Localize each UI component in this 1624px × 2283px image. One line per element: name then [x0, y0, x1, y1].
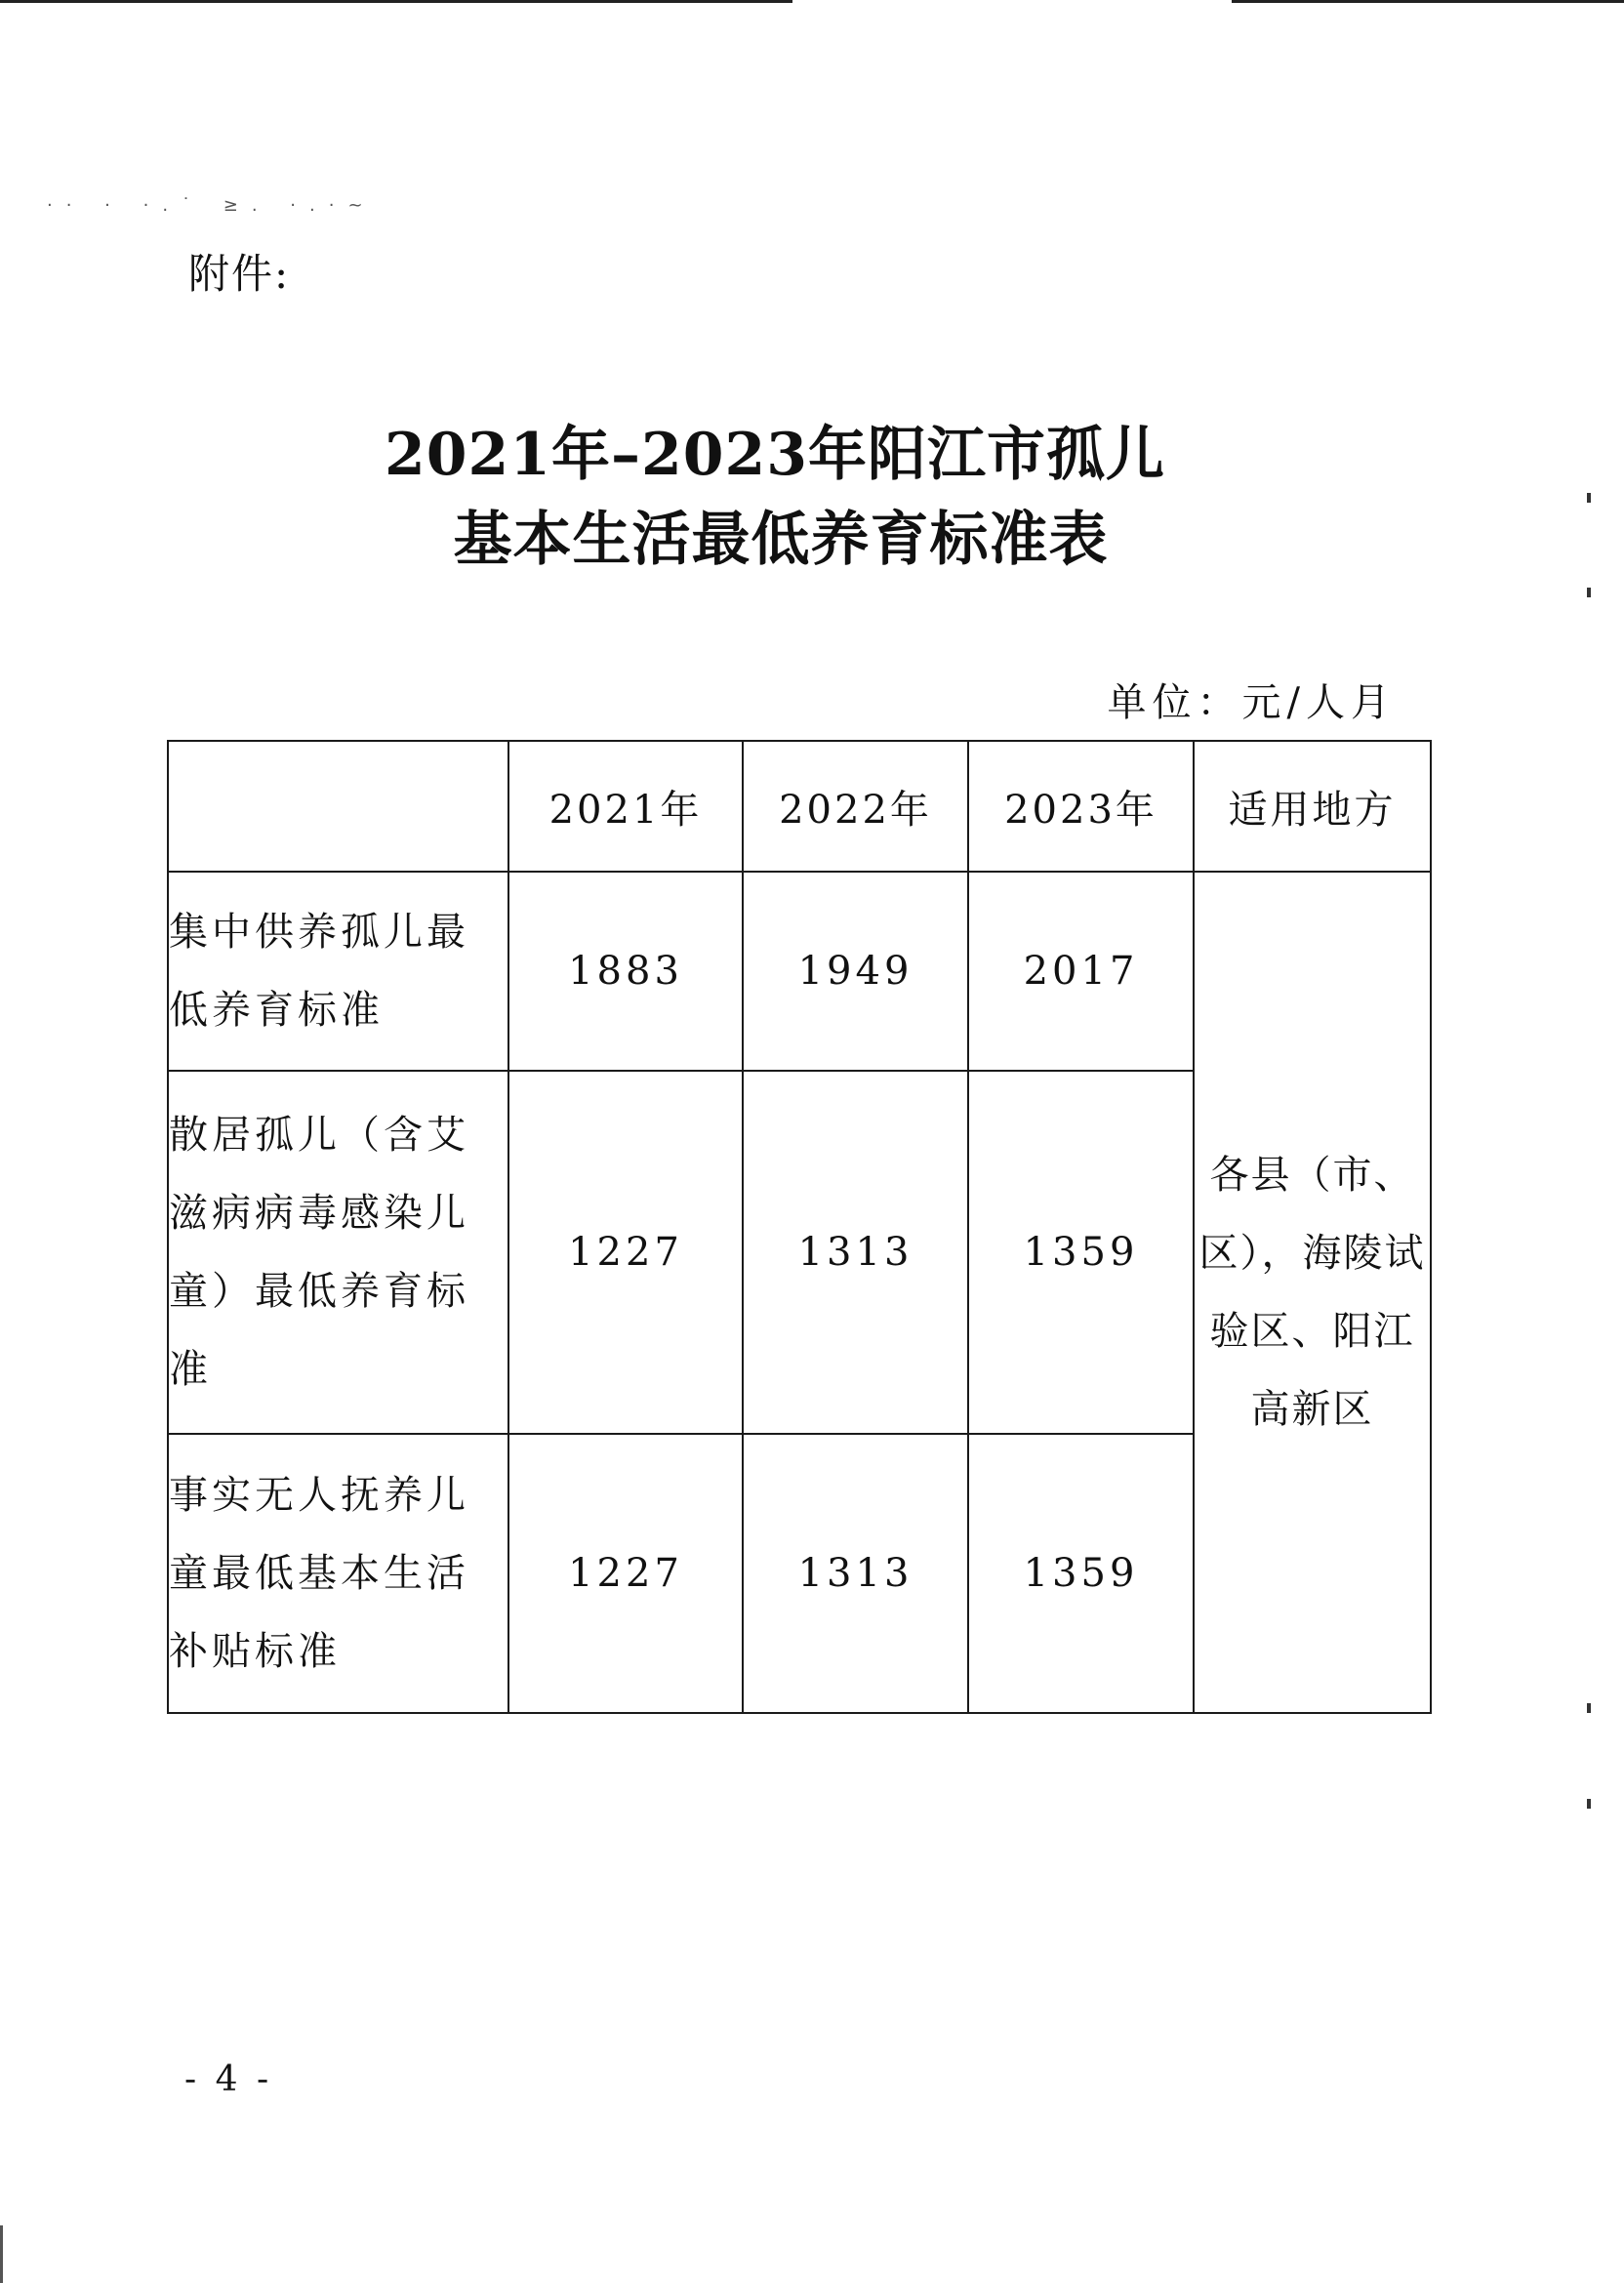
top-rule-right: [1232, 0, 1624, 3]
document-title-line-2: 基本生活最低养育标准表: [453, 506, 1109, 574]
applicable-area-cell: 各县（市、区），海陵试验区、阳江高新区: [1194, 872, 1431, 1713]
attachment-label: 附件:: [188, 250, 291, 298]
left-edge-mark: [0, 2225, 3, 2283]
row-label-scattered-orphans: 散居孤儿（含艾滋病病毒感染儿童）最低养育标准: [168, 1071, 508, 1434]
row-label-de-facto-unsupported-children: 事实无人抚养儿童最低基本生活补贴标准: [168, 1434, 508, 1713]
header-applicable-area: 适用地方: [1194, 741, 1431, 872]
value-2023: 2017: [968, 872, 1194, 1071]
unit-label: 单位：元/人月: [1107, 680, 1396, 725]
value-2022: 1313: [743, 1434, 968, 1713]
value-2021: 1227: [508, 1071, 743, 1434]
value-2022: 1949: [743, 872, 968, 1071]
value-2023: 1359: [968, 1434, 1194, 1713]
value-2022: 1313: [743, 1071, 968, 1434]
header-empty-cell: [168, 741, 508, 872]
margin-mark: [1587, 1703, 1591, 1713]
header-2022: 2022年: [743, 741, 968, 872]
page-number: - 4 -: [184, 2059, 273, 2100]
table-row: [168, 872, 1431, 1071]
header-2023: 2023年: [968, 741, 1194, 872]
value-2021: 1883: [508, 872, 743, 1071]
margin-mark: [1587, 1799, 1591, 1809]
margin-mark: [1587, 493, 1591, 503]
standards-table: [167, 740, 1432, 1714]
header-2021: 2021年: [508, 741, 743, 872]
top-rule-left: [0, 0, 792, 3]
value-2023: 1359: [968, 1071, 1194, 1434]
document-title-line-1: 2021年–2023年阳江市孤儿: [385, 421, 1165, 489]
value-2021: 1227: [508, 1434, 743, 1713]
scan-artifact-marks: ·· · ·.˙ ≥. ·.·~: [47, 195, 377, 216]
margin-mark: [1587, 588, 1591, 597]
row-label-centralized-orphans: 集中供养孤儿最低养育标准: [168, 872, 508, 1071]
table-header-row: [168, 741, 1431, 872]
